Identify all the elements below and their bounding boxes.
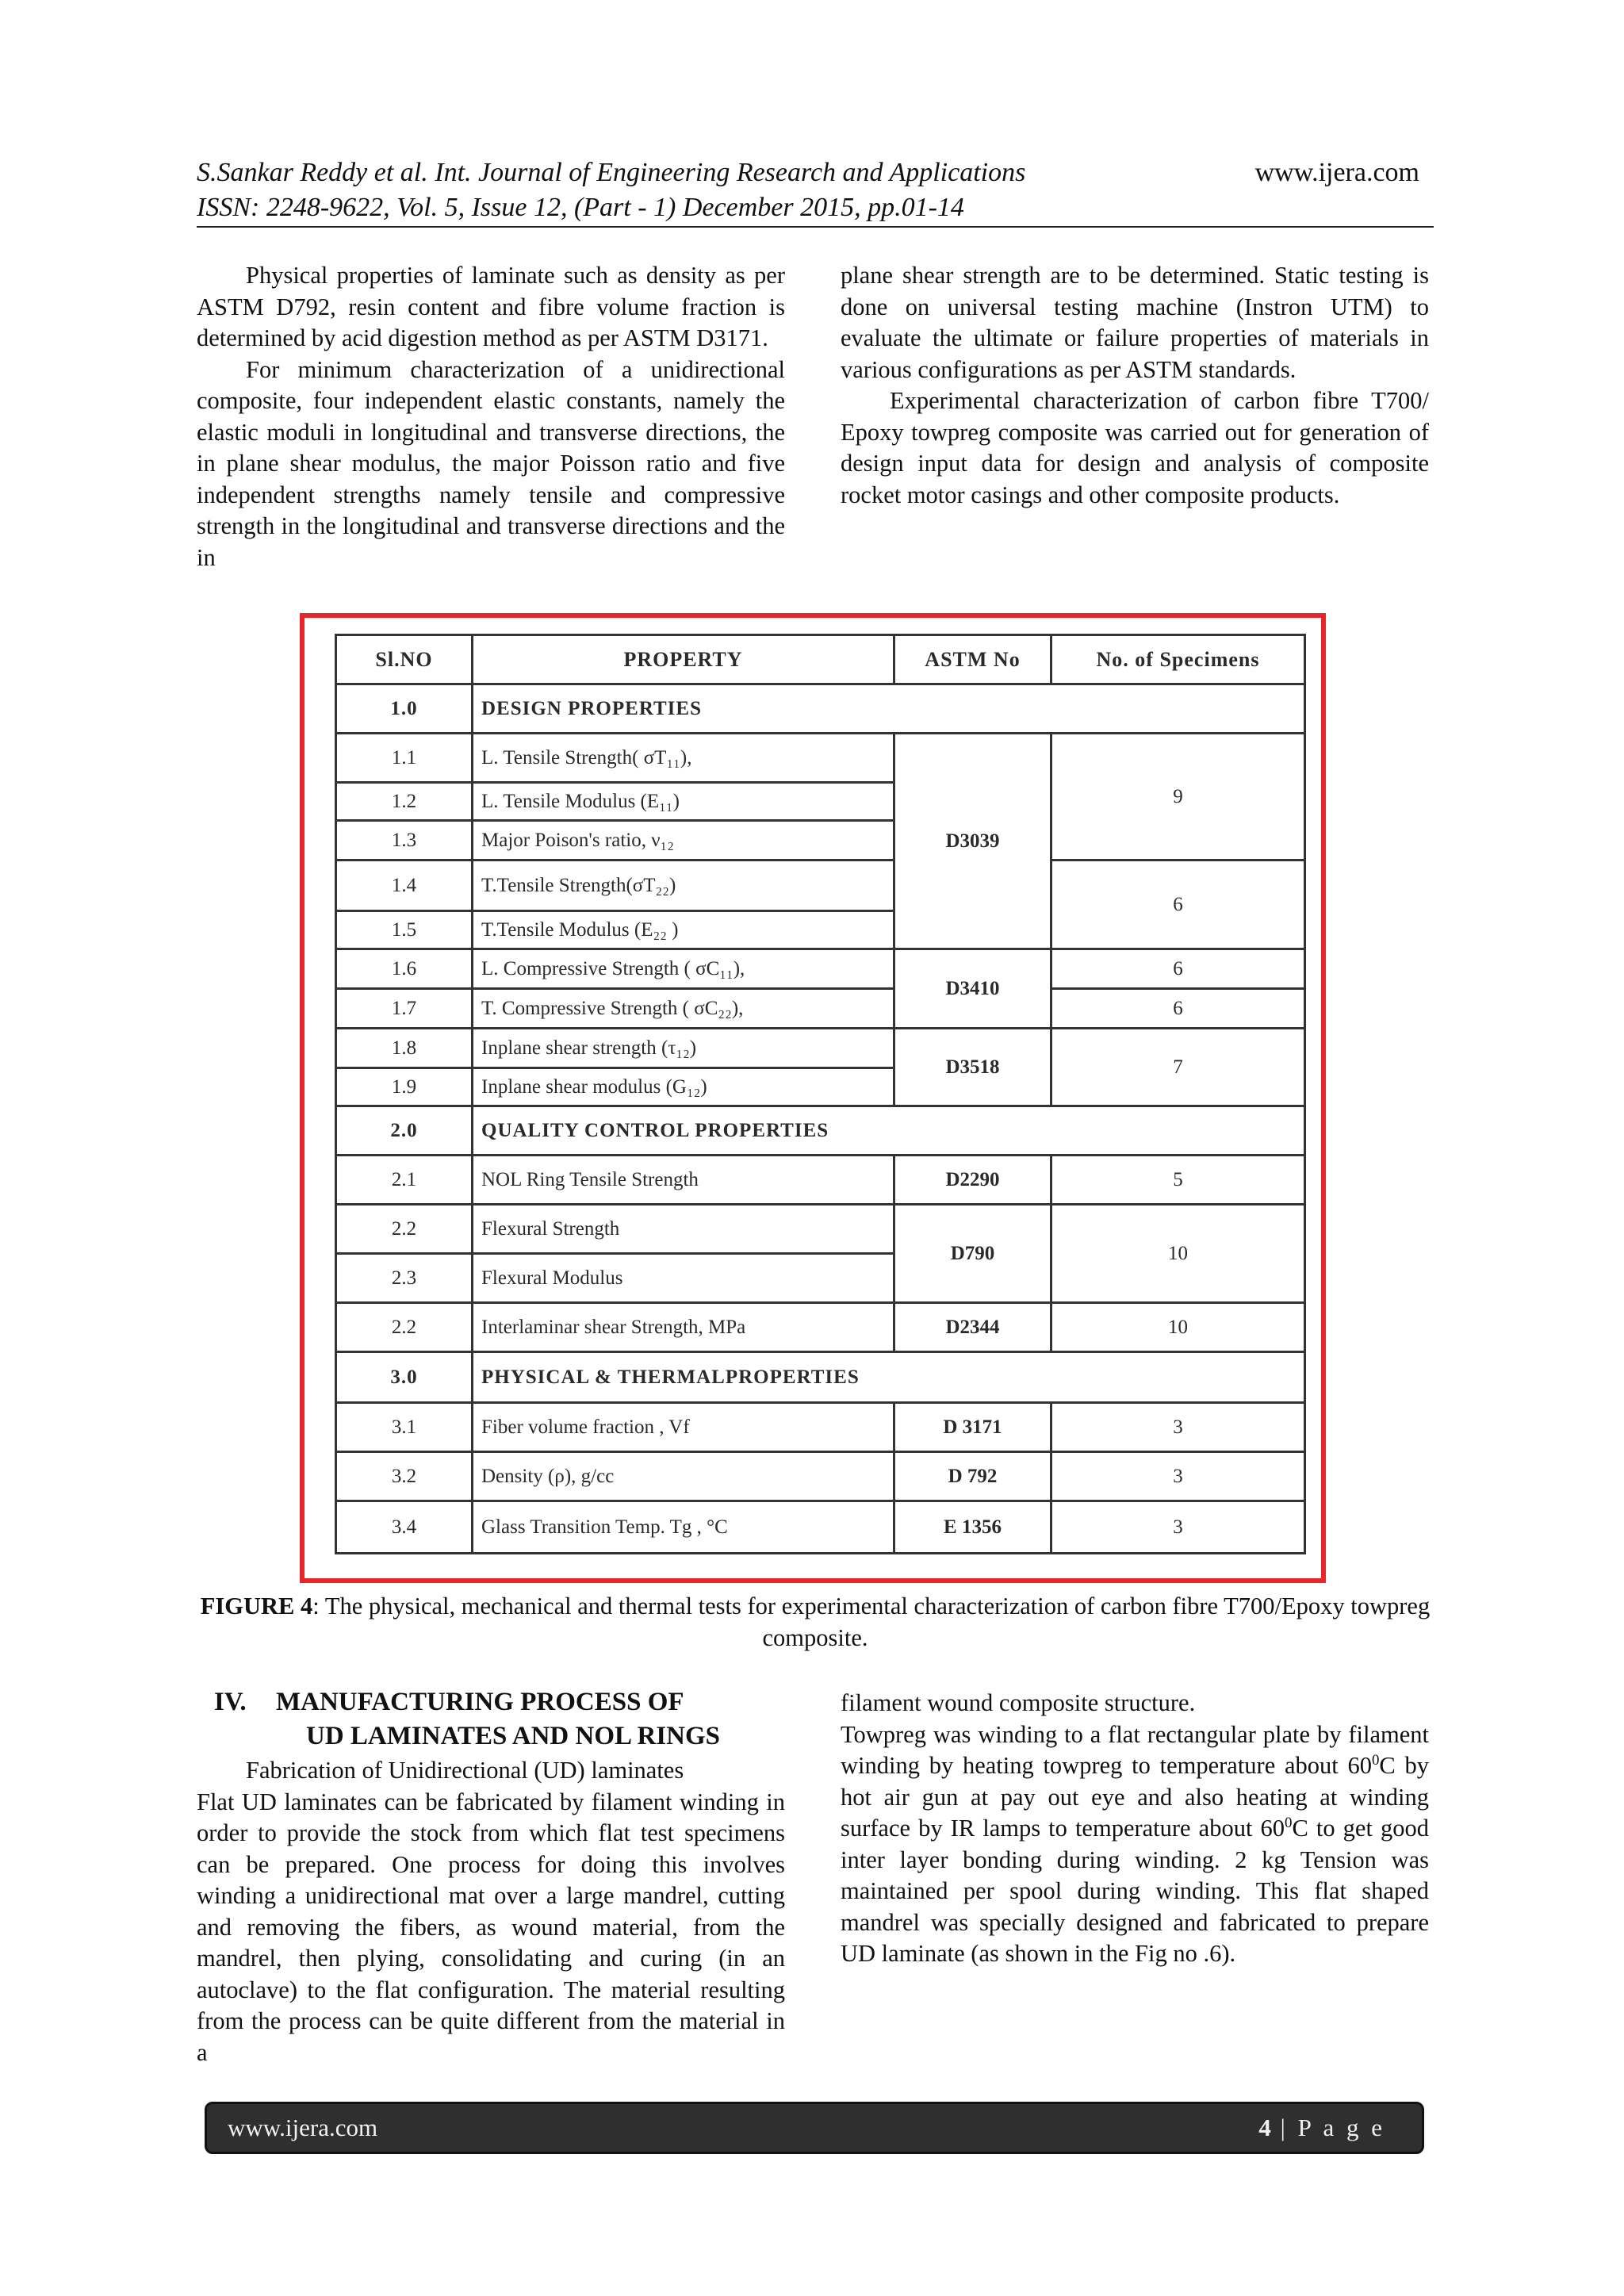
column-header-property: PROPERTY: [473, 635, 894, 684]
row-property: Glass Transition Temp. Tg , °C: [473, 1501, 894, 1554]
row-number: 1.9: [336, 1068, 473, 1106]
table-row: [336, 1501, 1305, 1554]
row-number: 1.7: [336, 989, 473, 1029]
astm-cell: D3518: [894, 1029, 1051, 1106]
paragraph: Flat UD laminates can be fabricated by filament winding in order to provide the stock from which flat test specimens can be prepared. One process for doing this involves winding a unidirectional mat over a large mandrel, cutting and removing the fibers, as wound material, from the mandrel, then plying, consolidating and curing (in an autoclave) to the flat configuration. The material resulting from the process can be quite different from the material in a: [197, 1788, 785, 2066]
row-property: Inplane shear modulus (G₁₂): [473, 1068, 894, 1106]
group-number: 3.0: [336, 1352, 473, 1403]
group-title: PHYSICAL & THERMALPROPERTIES: [473, 1352, 1305, 1403]
row-property: T.Tensile Modulus (E₂₂ ): [473, 911, 894, 949]
section-heading: [197, 1685, 785, 1754]
astm-cell: D3410: [894, 949, 1051, 1029]
row-number: 1.2: [336, 783, 473, 821]
row-property: Density (ρ), g/cc: [473, 1452, 894, 1501]
table-row: [336, 989, 1305, 1029]
table-group-row: [336, 1352, 1305, 1403]
group-title: DESIGN PROPERTIES: [473, 684, 1305, 734]
column-header-specimens: No. of Specimens: [1051, 635, 1305, 684]
paragraph: For minimum characterization of a unidirectional composite, four independent elastic constants, namely the elastic moduli in longitudinal and transverse directions, the in plane shear modulus, the major Poisson ratio and five independent strengths namely tensile and compressive strength in the longitudinal and transverse directions and the in: [197, 355, 785, 571]
page-label: | P a g e: [1270, 2114, 1385, 2141]
table-row: [336, 1403, 1305, 1452]
row-number: 1.5: [336, 911, 473, 949]
footer-website-link[interactable]: www.ijera.com: [228, 2114, 378, 2141]
row-number: 1.6: [336, 949, 473, 989]
row-number: 3.1: [336, 1403, 473, 1452]
column-header-sl: Sl.NO: [336, 635, 473, 684]
row-number: 1.4: [336, 861, 473, 911]
row-property: Interlaminar shear Strength, MPa: [473, 1303, 894, 1352]
table-row: [336, 1303, 1305, 1352]
table-row: [336, 949, 1305, 989]
left-column-top: [197, 260, 785, 573]
table-group-row: [336, 684, 1305, 734]
section-title-line1: MANUFACTURING PROCESS OF: [276, 1688, 684, 1716]
table-row: [336, 861, 1305, 911]
row-number: 1.1: [336, 734, 473, 783]
page-footer: [205, 2102, 1424, 2154]
section-title-line2: UD LAMINATES AND NOL RINGS: [306, 1722, 720, 1750]
astm-cell: D2290: [894, 1156, 1051, 1205]
journal-title: S.Sankar Reddy et al. Int. Journal of Engineering Research and Applications: [197, 158, 1026, 187]
row-property: T.Tensile Strength(σT₂₂): [473, 861, 894, 911]
table-row: [336, 1205, 1305, 1254]
astm-cell: D2344: [894, 1303, 1051, 1352]
figure-4: [300, 613, 1326, 1583]
row-number: 2.1: [336, 1156, 473, 1205]
row-property: L. Compressive Strength ( σC₁₁),: [473, 949, 894, 989]
page-number: [1258, 2104, 1385, 2152]
specimens-cell: 6: [1051, 989, 1305, 1029]
group-number: 1.0: [336, 684, 473, 734]
right-column-bottom: [841, 1688, 1429, 1970]
row-number: 2.2: [336, 1303, 473, 1352]
row-number: 1.8: [336, 1029, 473, 1068]
table-row: [336, 1029, 1305, 1068]
specimens-cell: 5: [1051, 1156, 1305, 1205]
astm-cell: D3039: [894, 734, 1051, 949]
paragraph: Experimental characterization of carbon fibre T700/ Epoxy towpreg composite was carried out for generation of design input data for design and analysis of composite rocket motor casings and other composite products.: [841, 387, 1429, 508]
header-website-link[interactable]: www.ijera.com: [1254, 158, 1419, 187]
paragraph: Physical properties of laminate such as density as per ASTM D792, resin content and fibre volume fraction is determined by acid digestion method as per ASTM D3171.: [197, 262, 785, 351]
issue-info: ISSN: 2248-9622, Vol. 5, Issue 12, (Part - 1) December 2015, pp.01-14: [197, 193, 964, 222]
subsection-title: Fabrication of Unidirectional (UD) laminates: [246, 1757, 684, 1784]
astm-cell: D 792: [894, 1452, 1051, 1501]
row-number: 3.4: [336, 1501, 473, 1554]
paragraph: plane shear strength are to be determined. Static testing is done on universal testing machine (Instron UTM) to evaluate the ultimate or failure properties of materials in various configurations as per ASTM standards.: [841, 262, 1429, 383]
row-property: NOL Ring Tensile Strength: [473, 1156, 894, 1205]
table-group-row: [336, 1106, 1305, 1156]
specimens-cell: 10: [1051, 1303, 1305, 1352]
superscript: 0: [1371, 1751, 1380, 1769]
row-property: T. Compressive Strength ( σC₂₂),: [473, 989, 894, 1029]
table-header-row: [336, 635, 1305, 684]
table-row: [336, 1452, 1305, 1501]
specimens-cell: 3: [1051, 1501, 1305, 1554]
specimens-cell: 6: [1051, 949, 1305, 989]
figure-label: FIGURE 4: [200, 1593, 313, 1619]
astm-cell: D 3171: [894, 1403, 1051, 1452]
page-number-value: 4: [1258, 2114, 1271, 2141]
table-row: [336, 734, 1305, 783]
caption-text: : The physical, mechanical and thermal tests for experimental characterization of carbon fibre T700/Epoxy towpreg composite.: [312, 1593, 1431, 1651]
row-property: L. Tensile Strength( σT₁₁),: [473, 734, 894, 783]
row-number: 1.3: [336, 821, 473, 861]
group-number: 2.0: [336, 1106, 473, 1156]
figure-caption: [197, 1590, 1434, 1654]
left-column-bottom: [197, 1685, 785, 2068]
row-number: 3.2: [336, 1452, 473, 1501]
row-property: Flexural Strength: [473, 1205, 894, 1254]
astm-cell: E 1356: [894, 1501, 1051, 1554]
row-number: 2.3: [336, 1254, 473, 1303]
specimens-cell: 7: [1051, 1029, 1305, 1106]
row-property: Flexural Modulus: [473, 1254, 894, 1303]
column-header-astm: ASTM No: [894, 635, 1051, 684]
specimens-cell: 10: [1051, 1205, 1305, 1303]
row-number: 2.2: [336, 1205, 473, 1254]
header-divider: [197, 226, 1434, 228]
group-title: QUALITY CONTROL PROPERTIES: [473, 1106, 1305, 1156]
section-number: IV.: [214, 1688, 247, 1716]
specimens-cell: 6: [1051, 861, 1305, 949]
row-property: Fiber volume fraction , Vf: [473, 1403, 894, 1452]
specimens-cell: 3: [1051, 1452, 1305, 1501]
text-run: C by hot air gun at pay out eye and also heating at winding surface by IR lamps to temperature about 60: [841, 1752, 1430, 1842]
right-column-top: [841, 260, 1429, 511]
paragraph: [841, 1719, 1429, 1970]
specimens-cell: 9: [1051, 734, 1305, 861]
astm-cell: D790: [894, 1205, 1051, 1303]
superscript: 0: [1285, 1814, 1293, 1831]
specimens-cell: 3: [1051, 1403, 1305, 1452]
row-property: L. Tensile Modulus (E₁₁): [473, 783, 894, 821]
text-run: Towpreg was winding to a flat rectangular plate by filament winding by heating towpreg to temperature about 60: [841, 1720, 1429, 1779]
table-row: [336, 1156, 1305, 1205]
text-run: C to get good inter layer bonding during winding. 2 kg Tension was maintained per spool during winding. This flat shaped mandrel was specially designed and fabricated to prepare UD laminate (as shown in the Fig no .6).: [841, 1815, 1429, 1967]
test-spec-table: [335, 634, 1306, 1554]
paragraph: filament wound composite structure.: [841, 1689, 1196, 1716]
row-property: Inplane shear strength (τ₁₂): [473, 1029, 894, 1068]
row-property: Major Poison's ratio, ν₁₂: [473, 821, 894, 861]
